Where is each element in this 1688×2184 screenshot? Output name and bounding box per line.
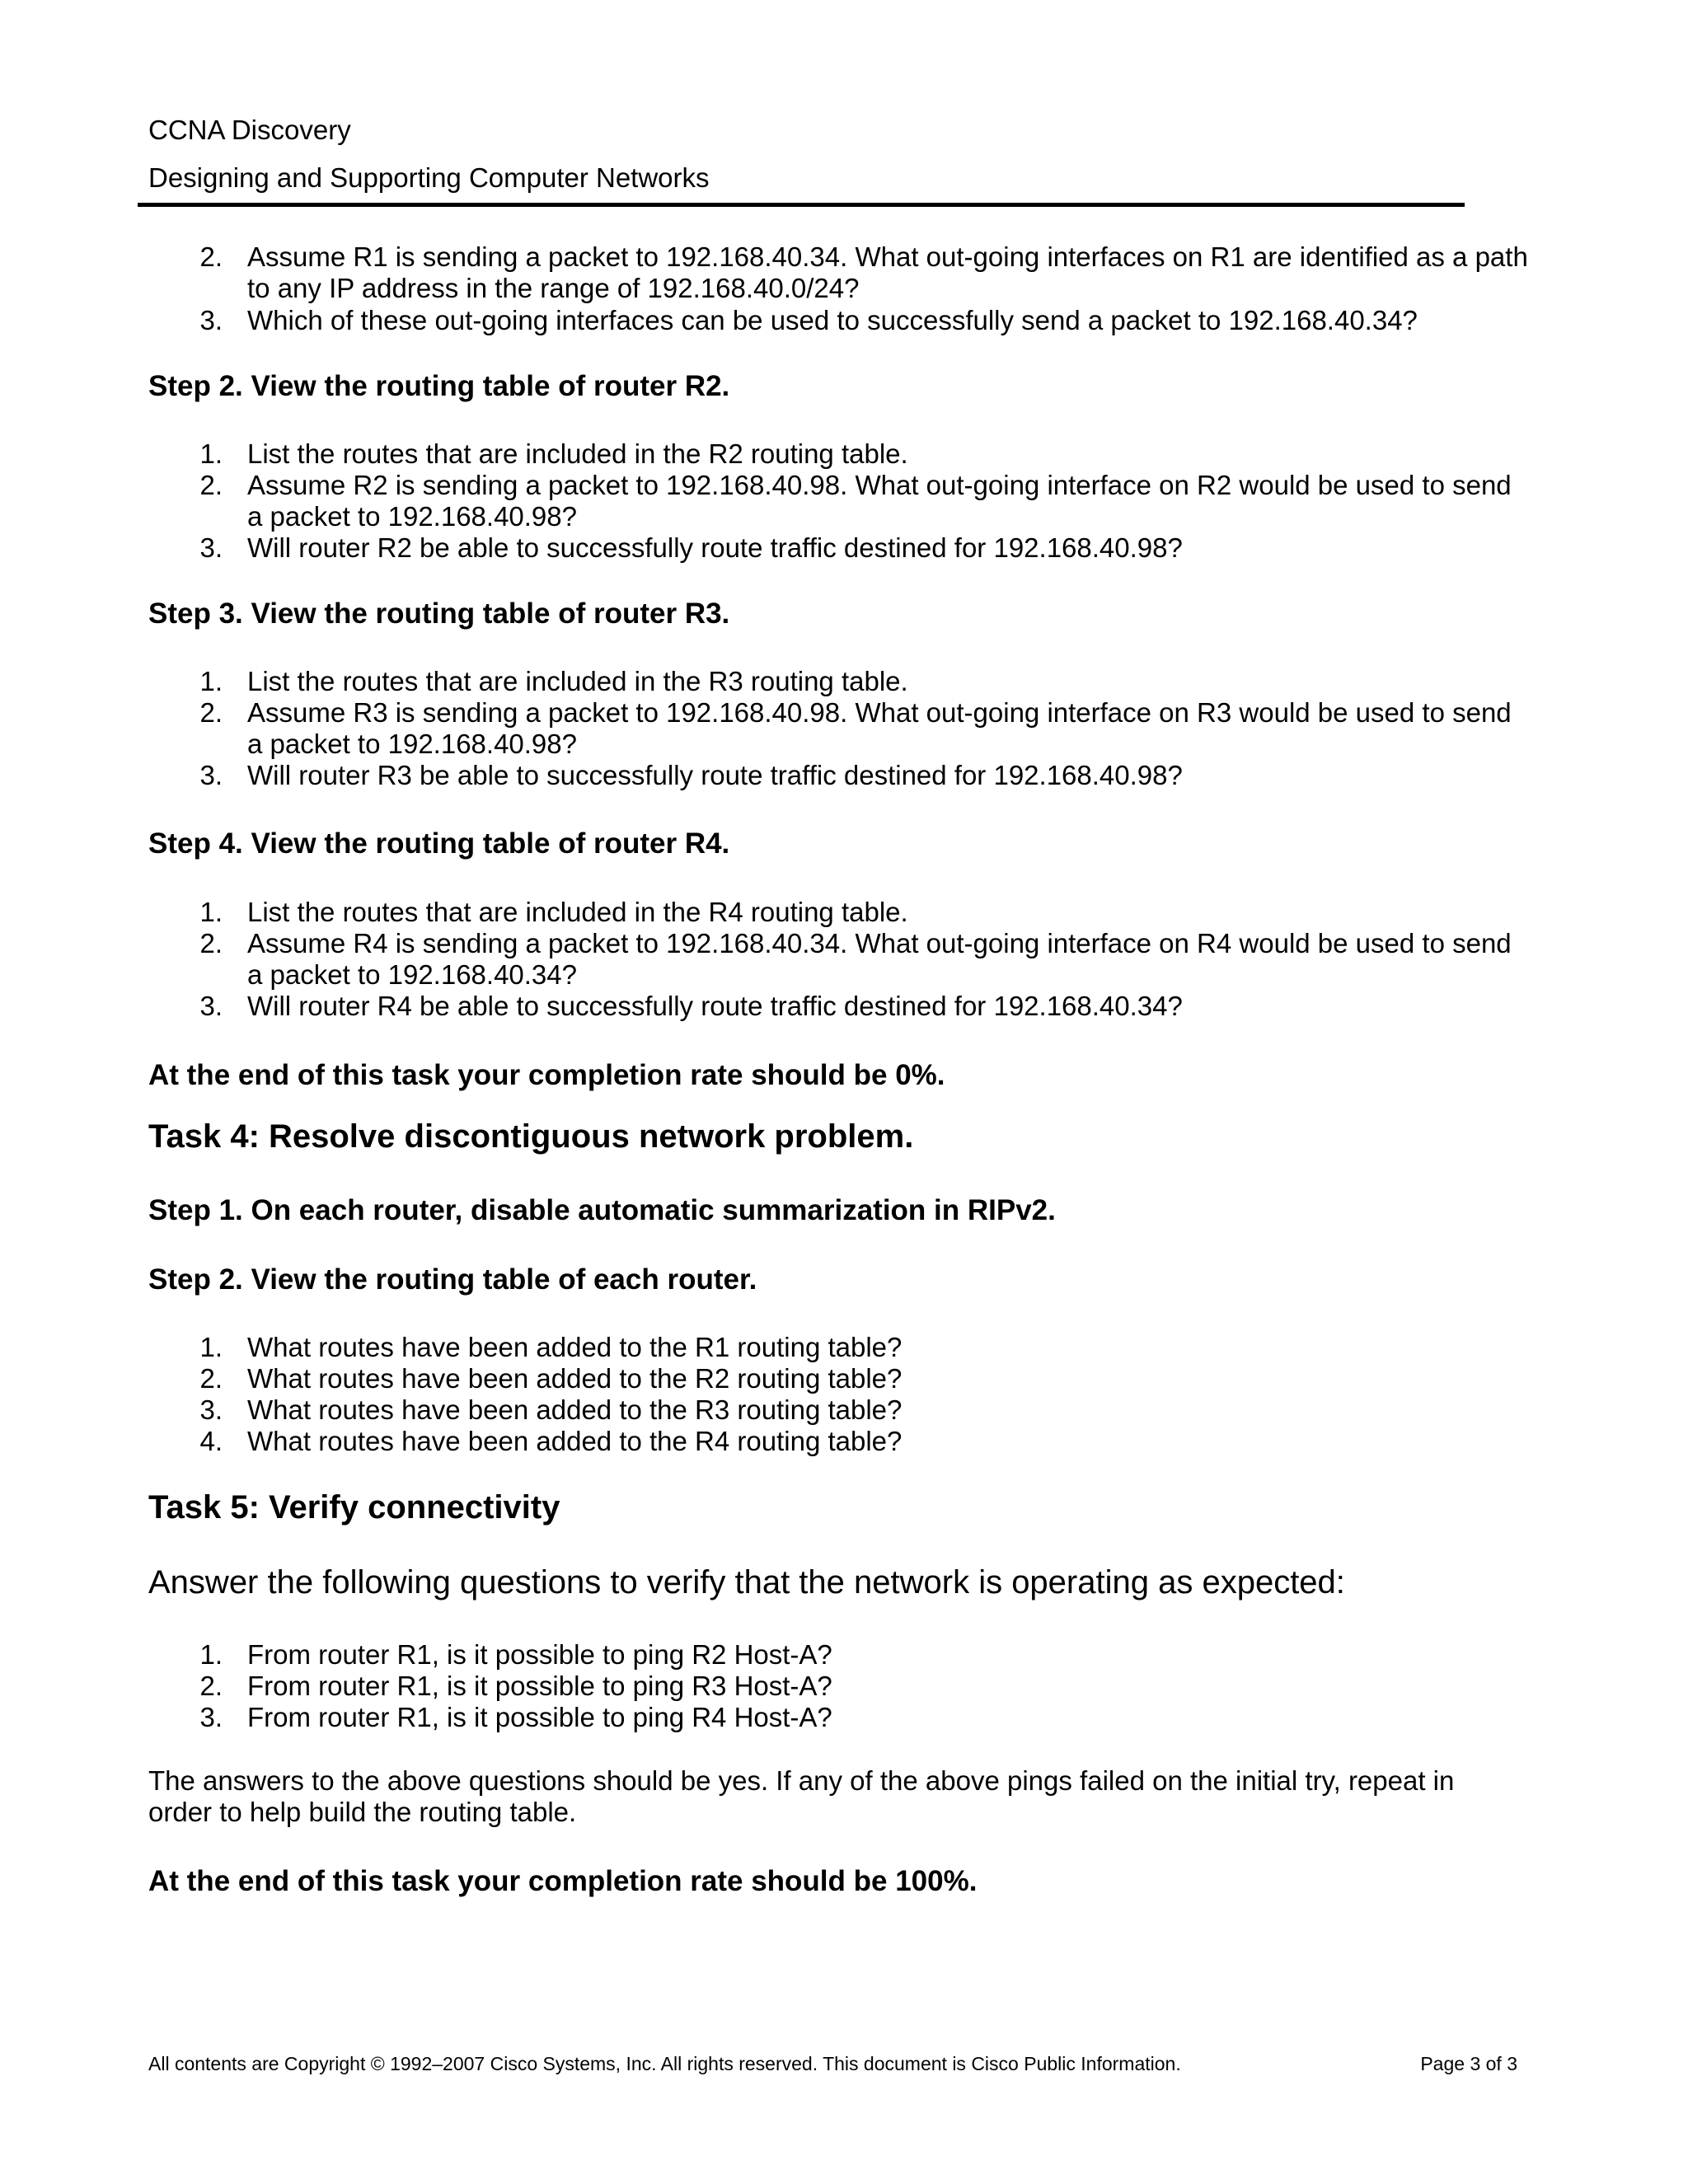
task-heading: Task 5: Verify connectivity xyxy=(148,1489,560,1526)
list-item-number: 2. xyxy=(199,1671,223,1701)
task-heading: Task 4: Resolve discontiguous network problem. xyxy=(148,1118,914,1155)
list-item-number: 1. xyxy=(199,666,223,696)
list-item-text: List the routes that are included in the R4 routing table. xyxy=(247,897,908,927)
list-item-number: 2. xyxy=(199,470,223,500)
list-item-number: 3. xyxy=(199,760,223,790)
list-item-number: 3. xyxy=(199,305,223,335)
lead-paragraph: Answer the following questions to verify that the network is operating as expected: xyxy=(148,1564,1345,1601)
header-module: Designing and Supporting Computer Networks xyxy=(148,162,710,193)
step-heading: Step 2. View the routing table of each router. xyxy=(148,1263,757,1296)
step-heading: Step 1. On each router, disable automatic summarization in RIPv2. xyxy=(148,1194,1056,1226)
step-heading: Step 3. View the routing table of router R3. xyxy=(148,598,730,630)
list-item-text: Assume R2 is sending a packet to 192.168.40.98. What out-going interface on R2 would be used to send a packet to 192.168.40.98? xyxy=(247,470,1512,532)
list-item-text: Which of these out-going interfaces can be used to successfully send a packet to 192.168.40.34? xyxy=(247,305,1418,335)
list-item-text: List the routes that are included in the R3 routing table. xyxy=(247,666,908,696)
list-item-text: List the routes that are included in the R2 routing table. xyxy=(247,438,908,469)
list-item-text: What routes have been added to the R2 routing table? xyxy=(247,1363,903,1394)
step-heading: Step 4. View the routing table of router R4. xyxy=(148,827,730,860)
list-item-number: 2. xyxy=(199,697,223,728)
header-course: CCNA Discovery xyxy=(148,115,351,145)
list-item-text: Assume R4 is sending a packet to 192.168.40.34. What out-going interface on R4 would be used to send a packet to 192.168.40.34? xyxy=(247,928,1512,990)
list-item-number: 3. xyxy=(199,1702,223,1732)
list-item-number: 4. xyxy=(199,1426,223,1456)
list-item-text: What routes have been added to the R1 routing table? xyxy=(247,1332,903,1362)
list-item-number: 1. xyxy=(199,1639,223,1670)
footer-copyright: All contents are Copyright © 1992–2007 Cisco Systems, Inc. All rights reserved. This document is Cisco Public Information. xyxy=(148,2053,1181,2074)
header-divider xyxy=(138,203,1465,207)
list-item-text: Will router R3 be able to successfully route traffic destined for 192.168.40.98? xyxy=(247,760,1183,790)
body-paragraph: The answers to the above questions should be yes. If any of the above pings failed on the initial try, repeat in order to help build the routing table. xyxy=(148,1765,1455,1827)
list-item-text: Will router R2 be able to successfully route traffic destined for 192.168.40.98? xyxy=(247,532,1183,563)
list-item-number: 1. xyxy=(199,1332,223,1362)
list-item-number: 2. xyxy=(199,1363,223,1394)
list-item-text: From router R1, is it possible to ping R4 Host-A? xyxy=(247,1702,832,1732)
footer-page-number: Page 3 of 3 xyxy=(1420,2053,1517,2074)
list-item-number: 2. xyxy=(199,928,223,958)
list-item-text: What routes have been added to the R4 routing table? xyxy=(247,1426,903,1456)
list-item-text: From router R1, is it possible to ping R2 Host-A? xyxy=(247,1639,832,1670)
list-item-text: Will router R4 be able to successfully route traffic destined for 192.168.40.34? xyxy=(247,991,1183,1021)
list-item-number: 3. xyxy=(199,991,223,1021)
list-item-text: What routes have been added to the R3 routing table? xyxy=(247,1394,903,1425)
list-item-text: From router R1, is it possible to ping R3 Host-A? xyxy=(247,1671,832,1701)
list-item-text: Assume R3 is sending a packet to 192.168.40.98. What out-going interface on R3 would be used to send a packet to 192.168.40.98? xyxy=(247,697,1512,759)
completion-note: At the end of this task your completion rate should be 0%. xyxy=(148,1059,945,1091)
completion-note: At the end of this task your completion rate should be 100%. xyxy=(148,1865,978,1897)
step-heading: Step 2. View the routing table of router R2. xyxy=(148,370,730,402)
list-item-number: 1. xyxy=(199,897,223,927)
list-item-number: 2. xyxy=(199,241,223,272)
list-item-text: Assume R1 is sending a packet to 192.168.40.34. What out-going interfaces on R1 are identified as a path to any IP address in the range of 192.168.40.0/24? xyxy=(247,241,1528,303)
list-item-number: 1. xyxy=(199,438,223,469)
list-item-number: 3. xyxy=(199,532,223,563)
list-item-number: 3. xyxy=(199,1394,223,1425)
